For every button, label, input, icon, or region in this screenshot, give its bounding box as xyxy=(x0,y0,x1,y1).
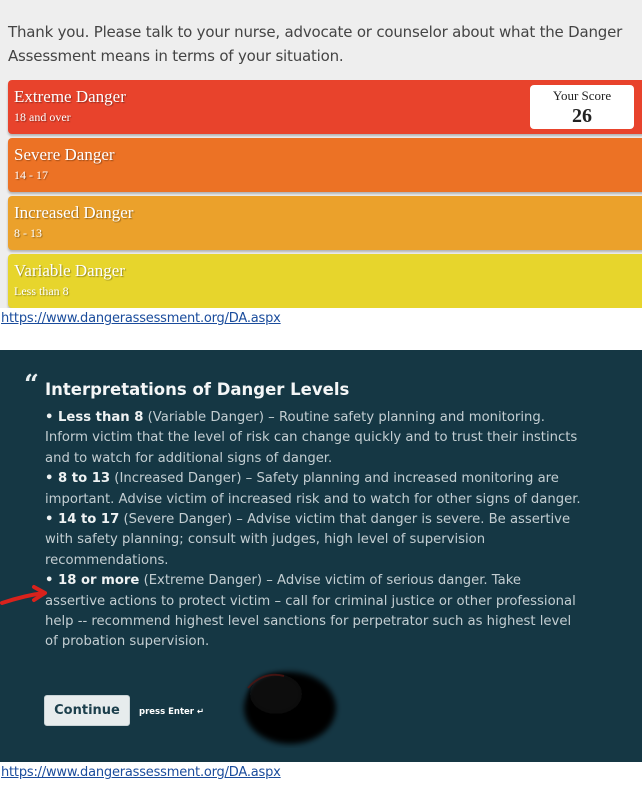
interpretation-item-extreme xyxy=(45,571,585,653)
source-link-1[interactable]: https://www.dangerassessment.org/DA.aspx xyxy=(1,311,281,326)
band-variable-danger xyxy=(8,254,642,308)
item-level: • Less than 8 xyxy=(45,410,144,425)
danger-assessment-result-panel xyxy=(0,0,642,308)
danger-level-bands xyxy=(8,80,642,308)
interpretation-item-increased xyxy=(45,469,585,510)
band-title: Extreme Danger xyxy=(14,87,126,106)
score-label: Your Score xyxy=(552,88,612,103)
source-link-2[interactable]: https://www.dangerassessment.org/DA.aspx xyxy=(1,765,281,780)
item-text: (Severe Danger) – Advise victim that danger is severe. Be assertive with safety planning; consult with judges, high level of supervision recommendations. xyxy=(45,512,571,568)
band-increased-danger xyxy=(8,196,642,250)
item-level: • 18 or more xyxy=(45,573,140,589)
band-range: 14 - 17 xyxy=(14,168,48,182)
band-extreme-danger xyxy=(8,80,642,134)
intro-text: Thank you. Please talk to your nurse, advocate or counselor about what the Danger Assessment means in terms of your situation. xyxy=(8,23,623,65)
band-range: Less than 8 xyxy=(14,284,69,298)
item-text: (Extreme Danger) – Advise victim of serious danger. Take assertive actions to protect victim – call for criminal justice or other professional help -- recommend highest level sanctions for perpetrator such as highest level of probation supervision. xyxy=(45,573,576,650)
item-text: (Increased Danger) – Safety planning and increased monitoring are important. Advise victim of increased risk and to watch for other signs of danger. xyxy=(45,471,581,507)
item-level: • 14 to 17 xyxy=(45,512,120,528)
band-range: 18 and over xyxy=(14,110,71,124)
item-text: (Variable Danger) – Routine safety planning and monitoring. Inform victim that the level of risk can change quickly and to trust their instincts and to watch for additional signs of danger. xyxy=(45,410,578,466)
interpretation-item-severe xyxy=(45,510,585,571)
red-arrow-annotation-icon xyxy=(0,583,50,613)
interpretation-item-variable xyxy=(45,408,585,469)
band-title: Severe Danger xyxy=(14,145,115,164)
press-enter-hint: press Enter ↵ xyxy=(139,707,205,717)
quote-icon: “ xyxy=(24,370,39,400)
item-level: • 8 to 13 xyxy=(45,471,111,487)
your-score-box xyxy=(530,85,634,129)
band-range: 8 - 13 xyxy=(14,226,42,240)
band-severe-danger xyxy=(8,138,642,192)
band-title: Increased Danger xyxy=(14,203,134,222)
score-value: 26 xyxy=(572,105,592,127)
continue-button[interactable]: Continue xyxy=(44,695,130,726)
interpretations-list xyxy=(45,408,585,653)
redaction-scribble-icon xyxy=(236,664,344,748)
interpretations-title: Interpretations of Danger Levels xyxy=(45,380,350,399)
band-title: Variable Danger xyxy=(14,261,125,280)
